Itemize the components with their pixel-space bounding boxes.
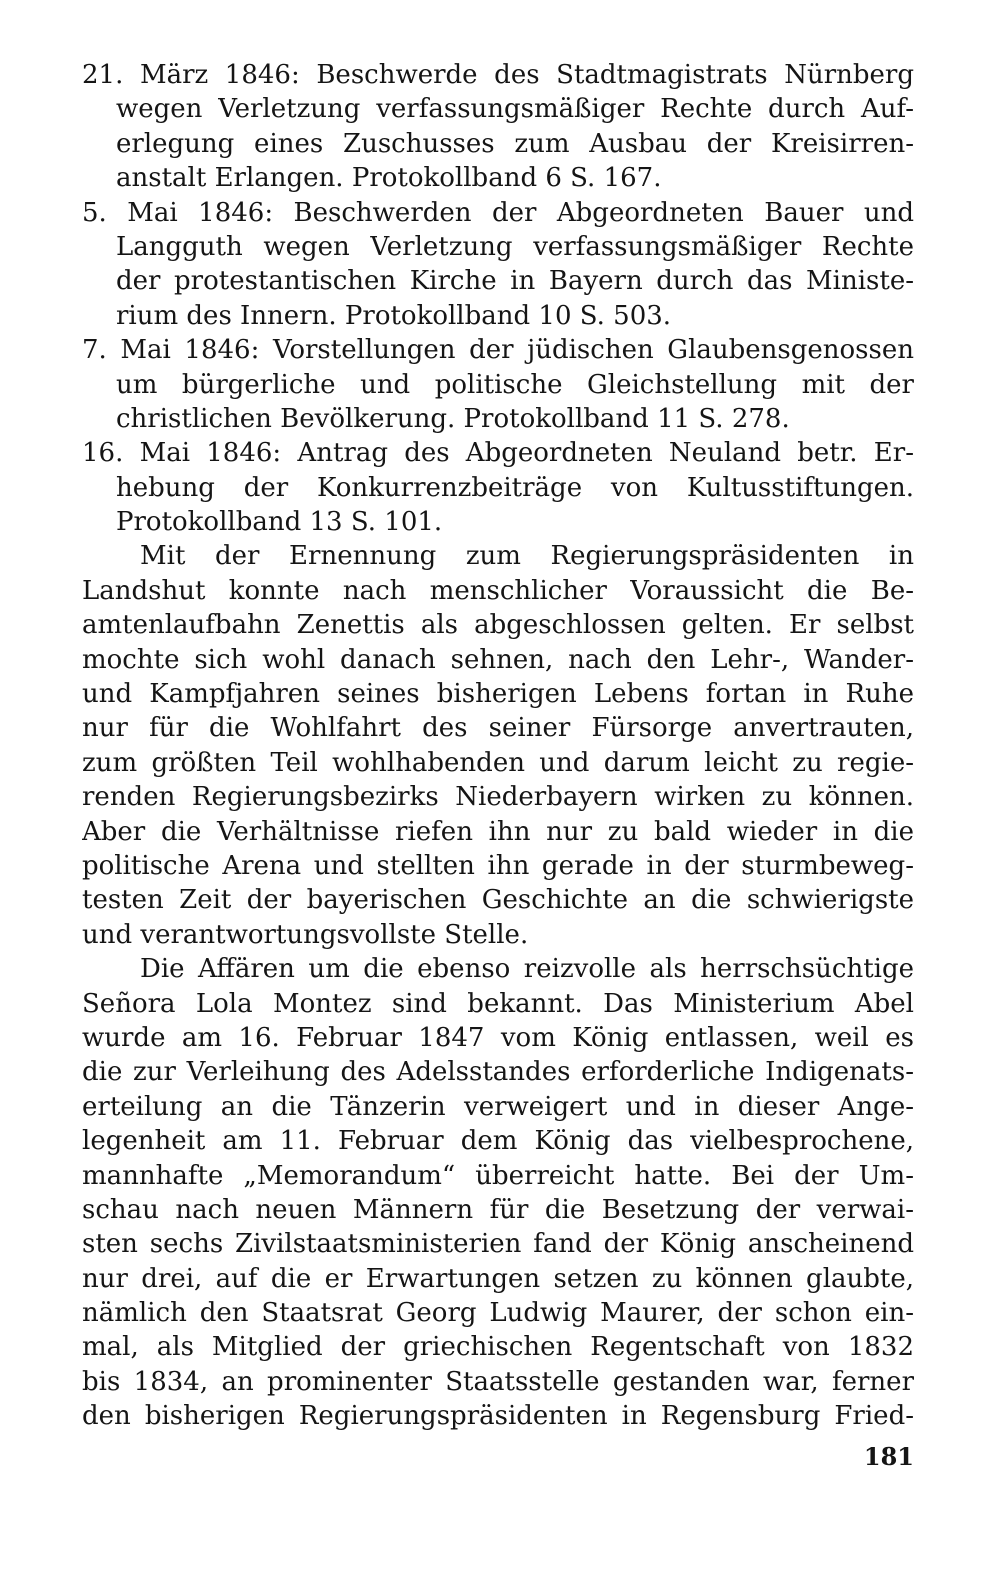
text-line: rium des Innern. Protokollband 10 S. 503. (116, 300, 672, 331)
text-line: hebung der Konkurrenzbeiträge von Kultusstiftungen. (116, 472, 914, 503)
text-line: nur drei, auf die er Erwartungen setzen zu können glaubte, (82, 1263, 914, 1294)
text-line: testen Zeit der bayerischen Geschichte an die schwierigste (82, 885, 914, 916)
text-line: wurde am 16. Februar 1847 vom König entlassen, weil es (82, 1022, 914, 1053)
text-line: mal, als Mitglied der griechischen Regentschaft von 1832 (82, 1332, 914, 1363)
text-line: 21. März 1846: Beschwerde des Stadtmagistrats Nürnberg (82, 60, 914, 90)
text-line: anstalt Erlangen. Protokollband 6 S. 167. (116, 163, 662, 194)
text-line: nämlich den Staatsrat Georg Ludwig Maurer, der schon ein- (82, 1298, 914, 1329)
text-line: Aber die Verhältnisse riefen ihn nur zu bald wieder in die (82, 816, 914, 847)
text-line: den bisherigen Regierungspräsidenten in Regensburg Fried- (82, 1401, 914, 1432)
text-line: Señora Lola Montez sind bekannt. Das Ministerium Abel (82, 988, 914, 1019)
text-line: erteilung an die Tänzerin verweigert und in dieser Ange- (82, 1091, 914, 1122)
text-line: zum größten Teil wohlhabenden und darum leicht zu regie- (82, 747, 914, 778)
text-line: die zur Verleihung des Adelsstandes erforderliche Indigenats- (82, 1057, 914, 1088)
text-line: sten sechs Zivilstaatsministerien fand der König anscheinend (82, 1229, 914, 1260)
text-line: Landshut konnte nach menschlicher Voraussicht die Be- (82, 575, 914, 606)
text-line: renden Regierungsbezirks Niederbayern wirken zu können. (82, 782, 914, 813)
text-line: nur für die Wohlfahrt des seiner Fürsorge anvertrauten, (82, 713, 914, 744)
text-line: 16. Mai 1846: Antrag des Abgeordneten Neuland betr. Er- (82, 438, 914, 469)
text-line: und Kampfjahren seines bisherigen Lebens fortan in Ruhe (82, 679, 914, 710)
text-line: Protokollband 13 S. 101. (116, 507, 443, 538)
text-line: mannhafte „Memorandum“ überreicht hatte. Bei der Um- (82, 1160, 914, 1191)
text-line: der protestantischen Kirche in Bayern durch das Ministe- (116, 266, 914, 297)
text-line: schau nach neuen Männern für die Besetzung der verwai- (82, 1194, 914, 1225)
text-line: 5. Mai 1846: Beschwerden der Abgeordneten Bauer und (82, 197, 914, 228)
text-line: amtenlaufbahn Zenettis als abgeschlossen gelten. Er selbst (82, 610, 914, 641)
text-line: Die Affären um die ebenso reizvolle als herrschsüchtige (140, 954, 914, 985)
text-line: Langguth wegen Verletzung verfassungsmäßiger Rechte (116, 231, 914, 262)
text-line: 7. Mai 1846: Vorstellungen der jüdischen Glaubensgenossen (82, 335, 914, 366)
text-line: um bürgerliche und politische Gleichstellung mit der (116, 369, 914, 400)
text-line: bis 1834, an prominenter Staatsstelle gestanden war, ferner (82, 1366, 914, 1397)
text-line: erlegung eines Zuschusses zum Ausbau der Kreisirren- (116, 128, 914, 159)
text-line: mochte sich wohl danach sehnen, nach den Lehr-, Wander- (82, 644, 914, 675)
text-line: christlichen Bevölkerung. Protokollband 11 S. 278. (116, 403, 790, 434)
text-line: Mit der Ernennung zum Regierungspräsidenten in (140, 541, 914, 572)
text-line: und verantwortungsvollste Stelle. (82, 919, 529, 950)
text-line: politische Arena und stellten ihn gerade in der sturmbeweg- (82, 850, 914, 881)
page-body (82, 58, 914, 1434)
text-line: legenheit am 11. Februar dem König das vielbesprochene, (82, 1126, 914, 1157)
text-line: wegen Verletzung verfassungsmäßiger Rechte durch Auf- (116, 94, 914, 125)
page-number: 181 (863, 1442, 914, 1471)
